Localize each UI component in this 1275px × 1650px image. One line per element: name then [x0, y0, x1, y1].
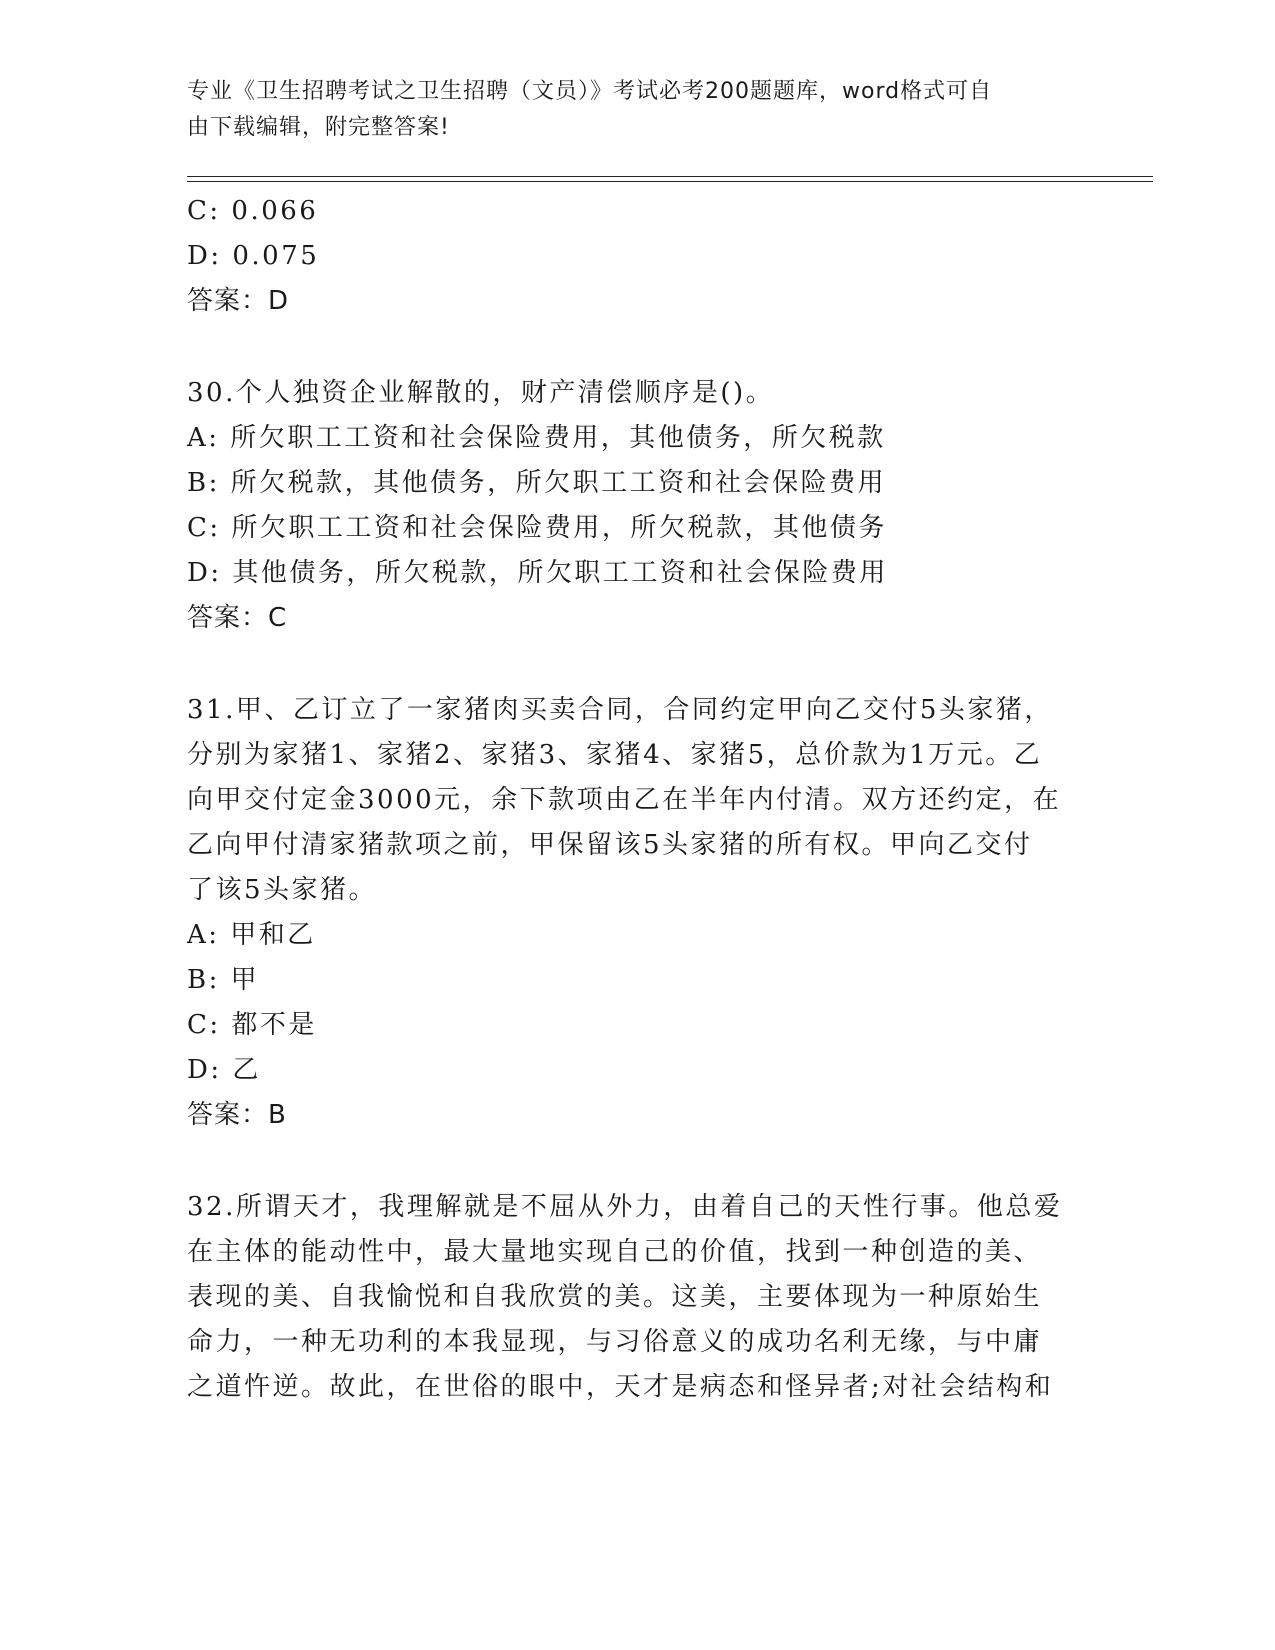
option-d: D: 乙: [187, 1055, 261, 1085]
option-d: D: 其他债务，所欠税款，所欠职工工资和社会保险费用: [187, 558, 888, 588]
question-stem-line: 32.所谓天才，我理解就是不屈从外力，由着自己的天性行事。他总爱: [187, 1192, 1063, 1222]
question-stem-line: 在主体的能动性中，最大量地实现自己的价值，找到一种创造的美、: [187, 1237, 1043, 1267]
question-stem-line: 乙向甲付清家猪款项之前，甲保留该5头家猪的所有权。甲向乙交付: [187, 830, 1033, 860]
question-stem-line: 之道忤逆。故此，在世俗的眼中，天才是病态和怪异者;对社会结构和: [187, 1372, 1054, 1402]
question-29: [187, 189, 1087, 324]
header-divider-bottom: [187, 181, 1153, 182]
option-d: D: 0.075: [187, 241, 320, 271]
question-stem-line: 分别为家猪1、家猪2、家猪3、家猪4、家猪5，总价款为1万元。乙: [187, 740, 1043, 770]
question-32: [187, 1185, 1087, 1410]
question-stem-line: 向甲交付定金3000元，余下款项由乙在半年内付清。双方还约定，在: [187, 785, 1062, 815]
spacer: [187, 641, 1087, 688]
option-b: B: 甲: [187, 965, 260, 995]
question-stem: 30.个人独资企业解散的，财产清偿顺序是()。: [187, 378, 775, 408]
option-c: C: 都不是: [187, 1010, 317, 1040]
question-30: [187, 371, 1087, 641]
answer-line: 答案：B: [187, 1100, 287, 1130]
spacer: [187, 324, 1087, 371]
question-stem-line: 31.甲、乙订立了一家猪肉买卖合同，合同约定甲向乙交付5头家猪，: [187, 695, 1053, 725]
header-divider-top: [187, 176, 1153, 177]
question-stem-line: 了该5头家猪。: [187, 875, 378, 905]
option-a: A: 所欠职工工资和社会保险费用，其他债务，所欠税款: [187, 423, 886, 453]
option-b: B: 所欠税款，其他债务，所欠职工工资和社会保险费用: [187, 468, 887, 498]
question-stem-line: 表现的美、自我愉悦和自我欣赏的美。这美，主要体现为一种原始生: [187, 1282, 1043, 1312]
option-c: C: 所欠职工工资和社会保险费用，所欠税款，其他债务: [187, 513, 887, 543]
answer-line: 答案：D: [187, 286, 290, 316]
header-line-2: 由下载编辑，附完整答案!: [187, 115, 450, 140]
option-c: C: 0.066: [187, 196, 319, 226]
option-a: A: 甲和乙: [187, 920, 316, 950]
document-body: [187, 189, 1087, 1410]
question-31: [187, 688, 1087, 1138]
answer-line: 答案：C: [187, 603, 288, 633]
document-header: [187, 74, 1067, 146]
question-stem-line: 命力，一种无功利的本我显现，与习俗意义的成功名利无缘，与中庸: [187, 1327, 1043, 1357]
header-line-1: 专业《卫生招聘考试之卫生招聘（文员）》考试必考200题题库，word格式可自: [187, 79, 993, 104]
spacer: [187, 1138, 1087, 1185]
